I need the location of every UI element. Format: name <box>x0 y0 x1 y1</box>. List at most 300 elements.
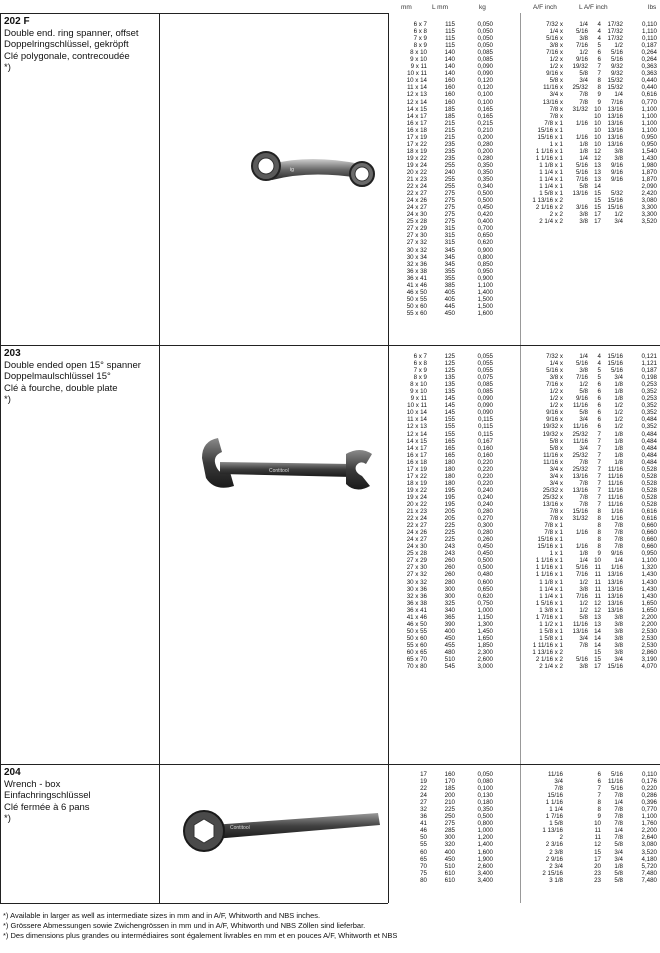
table-cell: 1,100 <box>641 105 657 113</box>
table-cell: 1/2 <box>579 606 588 614</box>
table-cell: 8 x 9 <box>413 42 427 50</box>
table-cell: 180 <box>444 465 455 473</box>
table-cell: 165 <box>444 451 455 459</box>
table-row <box>389 628 659 635</box>
table-cell: 260 <box>444 564 455 572</box>
table-cell: 7/8 <box>579 458 588 466</box>
table-cell: 8 <box>597 529 601 537</box>
table-cell: 0,500 <box>477 197 493 205</box>
table-cell: 15/16 x 1 <box>537 133 563 141</box>
table-cell: 1/16 <box>575 133 588 141</box>
desc-de: Doppelringschlüssel, gekröpft <box>4 39 129 50</box>
table-cell: 3/8 <box>579 585 588 593</box>
table-cell: 7 <box>597 785 601 793</box>
table-cell: 1/2 <box>579 578 588 586</box>
table-cell: 1,500 <box>477 302 493 310</box>
table-cell: 5/8 <box>614 876 623 884</box>
table-row <box>389 381 659 388</box>
table-cell: 1 x 1 <box>549 140 563 148</box>
table-cell: 41 <box>420 820 427 828</box>
table-cell: 6 <box>597 416 601 424</box>
table-cell: 170 <box>444 778 455 786</box>
table-cell: 0,240 <box>477 493 493 501</box>
table-cell: 0,200 <box>477 133 493 141</box>
table-cell: 1/4 x <box>549 28 563 36</box>
table-cell: 1/16 <box>575 529 588 537</box>
table-cell: 0,085 <box>477 49 493 57</box>
table-cell: 6 <box>597 402 601 410</box>
table-cell: 0,352 <box>641 409 657 417</box>
table-cell: 15 <box>594 848 601 856</box>
table-row <box>389 42 659 49</box>
table-cell: 0,363 <box>641 63 657 71</box>
table-cell: 17/32 <box>607 28 623 36</box>
table-row <box>389 579 659 586</box>
table-cell: 0,055 <box>477 367 493 375</box>
table-cell: 17 <box>594 211 601 219</box>
table-cell: 2 3/8 <box>549 848 563 856</box>
table-cell: 0,396 <box>641 799 657 807</box>
table-cell: 0,280 <box>477 154 493 162</box>
table-cell: 0,198 <box>641 374 657 382</box>
table-cell: 0,620 <box>477 592 493 600</box>
table-cell: 11 <box>594 827 601 835</box>
table-cell: 1 1/2 x 1 <box>539 620 563 628</box>
table-cell: 13 <box>594 613 601 621</box>
table-cell: 41 x 46 <box>406 281 427 289</box>
table-cell: 14 x 15 <box>406 105 427 113</box>
table-cell: 2 15/16 <box>542 869 563 877</box>
table-cell: 9/16 <box>610 176 623 184</box>
table-cell: 1,850 <box>477 641 493 649</box>
table-cell: 8 <box>597 522 601 530</box>
table-cell: 205 <box>444 508 455 516</box>
table-cell: 1/8 <box>614 388 623 396</box>
table-row <box>389 459 659 466</box>
table-cell: 14 <box>594 627 601 635</box>
table-cell: 46 x 50 <box>406 620 427 628</box>
table-cell: 7 <box>597 458 601 466</box>
table-cell: 0,187 <box>641 367 657 375</box>
brand-stamp: Contitool <box>269 468 289 474</box>
table-204 <box>389 771 659 884</box>
table-cell: 50 x 55 <box>406 627 427 635</box>
table-cell: 11 x 14 <box>407 416 427 424</box>
table-cell: 25/32 x <box>542 493 563 501</box>
table-cell: 15 <box>594 656 601 664</box>
table-cell: 0,770 <box>641 98 657 106</box>
table-cell: 0,660 <box>641 522 657 530</box>
table-cell: 1/8 <box>614 437 623 445</box>
table-cell: 0,500 <box>477 557 493 565</box>
table-cell: 27 x 32 <box>406 239 427 247</box>
table-cell: 510 <box>444 862 455 870</box>
table-cell: 3,080 <box>641 841 657 849</box>
table-cell: 450 <box>444 855 455 863</box>
table-cell: 180 <box>444 472 455 480</box>
table-cell: 185 <box>444 105 455 113</box>
table-row <box>389 778 659 785</box>
table-row <box>389 282 659 289</box>
table-cell: 0,050 <box>477 35 493 43</box>
table-row <box>389 663 659 670</box>
table-row <box>389 63 659 70</box>
table-cell: 125 <box>444 367 455 375</box>
table-cell: 25/32 <box>572 430 588 438</box>
table-cell: 3/8 <box>614 648 623 656</box>
table-row <box>389 218 659 225</box>
table-cell: 15 <box>594 648 601 656</box>
table-cell: 345 <box>444 260 455 268</box>
table-cell: 0,800 <box>477 820 493 828</box>
table-cell: 21 x 23 <box>406 508 427 516</box>
table-cell: 22 x 27 <box>406 190 427 198</box>
table-cell: 6 <box>597 395 601 403</box>
table-cell: 260 <box>444 571 455 579</box>
table-cell: 0,528 <box>641 472 657 480</box>
table-cell: 55 x 60 <box>406 641 427 649</box>
table-cell: 1/8 <box>614 458 623 466</box>
table-cell: 11 x 14 <box>407 84 427 92</box>
table-cell: 3/4 <box>579 444 588 452</box>
table-cell: 0,050 <box>477 21 493 28</box>
table-cell: 12 x 14 <box>406 98 427 106</box>
table-cell: 10 x 11 <box>407 70 427 78</box>
table-row <box>389 635 659 642</box>
table-cell: 1 1/4 x 1 <box>539 183 563 191</box>
table-cell: 13/16 <box>572 486 588 494</box>
table-cell: 0,220 <box>477 458 493 466</box>
table-cell: 8 <box>597 806 601 814</box>
table-cell: 5,720 <box>641 862 657 870</box>
table-cell: 9 <box>597 98 601 106</box>
table-cell: 1 1/16 x 1 <box>535 557 563 565</box>
table-cell: 0,220 <box>477 479 493 487</box>
table-row <box>389 501 659 508</box>
table-cell: 27 x 29 <box>406 557 427 565</box>
table-cell: 0,616 <box>641 508 657 516</box>
table-cell: 20 <box>594 862 601 870</box>
table-cell: 3/8 <box>614 641 623 649</box>
table-cell: 13/16 <box>607 599 623 607</box>
table-row <box>389 870 659 877</box>
table-cell: 30 x 34 <box>406 253 427 261</box>
table-cell: 16 x 18 <box>406 458 427 466</box>
table-cell: 16 x 17 <box>406 451 427 459</box>
table-cell: 5/16 <box>610 771 623 778</box>
table-cell: 280 <box>444 578 455 586</box>
table-cell: 8 <box>597 543 601 551</box>
table-cell: 545 <box>444 663 455 671</box>
table-cell: 1/8 <box>614 381 623 389</box>
table-cell: 0,085 <box>477 56 493 64</box>
table-cell: 7 <box>597 500 601 508</box>
table-cell: 19 x 22 <box>406 486 427 494</box>
table-202f <box>389 21 659 317</box>
table-cell: 15/16 <box>547 792 563 800</box>
table-cell: 5/16 <box>575 656 588 664</box>
table-cell: 3/4 x <box>549 465 563 473</box>
desc-fr: Clé polygonale, contrecoudée <box>4 50 130 62</box>
footnotes <box>3 911 397 941</box>
table-cell: 0,484 <box>641 458 657 466</box>
table-row <box>389 564 659 571</box>
table-cell: 15 <box>594 204 601 212</box>
desc-de: Doppelmaulschlüssel 15° <box>4 371 111 382</box>
table-cell: 255 <box>444 183 455 191</box>
table-cell: 0,450 <box>477 550 493 558</box>
table-row <box>389 84 659 91</box>
table-cell: 14 x 17 <box>406 112 427 120</box>
table-cell: 0,528 <box>641 479 657 487</box>
table-cell: 1/4 <box>614 91 623 99</box>
table-cell: 6 <box>597 49 601 57</box>
table-cell: 4,180 <box>641 855 657 863</box>
table-cell: 12 <box>594 841 601 849</box>
table-cell: 325 <box>444 599 455 607</box>
table-cell: 13/16 <box>607 606 623 614</box>
table-cell: 5/16 <box>575 564 588 572</box>
table-row <box>389 656 659 663</box>
table-cell: 1,100 <box>477 281 493 289</box>
table-cell: 7/8 <box>554 785 563 793</box>
table-cell: 7/32 x <box>546 21 563 28</box>
table-cell: 1,200 <box>477 834 493 842</box>
table-cell: 0,160 <box>477 444 493 452</box>
table-cell: 75 <box>420 869 427 877</box>
table-cell: 7/16 <box>575 176 588 184</box>
table-row <box>389 310 659 317</box>
table-cell: 7/8 x <box>549 112 563 120</box>
table-cell: 5/16 <box>575 360 588 368</box>
table-cell: 2 9/16 <box>545 855 563 863</box>
table-cell: 0,120 <box>477 77 493 85</box>
table-cell: 3,190 <box>641 656 657 664</box>
table-cell: 17/32 <box>607 21 623 28</box>
table-cell: 1,540 <box>641 147 657 155</box>
table-row <box>389 169 659 176</box>
table-cell: 160 <box>444 77 455 85</box>
table-cell: 3/4 <box>614 374 623 382</box>
table-cell: 17 x 19 <box>406 465 427 473</box>
table-cell: 1/4 <box>579 21 588 28</box>
table-cell: 0,286 <box>641 792 657 800</box>
table-cell: 7/16 <box>575 592 588 600</box>
table-cell: 115 <box>445 35 455 43</box>
table-cell: 185 <box>444 785 455 793</box>
table-cell: 155 <box>444 430 455 438</box>
table-cell: 0,090 <box>477 63 493 71</box>
table-row <box>389 856 659 863</box>
table-cell: 9/16 x <box>546 416 563 424</box>
table-cell: 9 x 10 <box>410 56 427 64</box>
table-cell: 19 x 24 <box>406 493 427 501</box>
header-length-af-inch: L A/F inch <box>579 4 608 11</box>
table-cell: 17 <box>594 855 601 863</box>
section-204-title <box>4 767 91 825</box>
table-cell: 19 x 22 <box>406 154 427 162</box>
table-cell: 1/2 <box>614 42 623 50</box>
table-cell: 225 <box>444 522 455 530</box>
table-cell: 27 x 30 <box>406 232 427 240</box>
table-cell: 7 x 9 <box>413 367 427 375</box>
table-cell: 5/8 <box>579 388 588 396</box>
table-cell: 1,980 <box>641 161 657 169</box>
table-cell: 0,528 <box>641 493 657 501</box>
table-cell: 7/16 <box>575 374 588 382</box>
footnote-de: *) Grössere Abmessungen sowie Zwichengrössen in mm und in A/F, Whitworth und NBS Zöllen sind lieferbar. <box>3 921 366 930</box>
table-cell: 80 <box>420 876 427 884</box>
table-cell: 7 <box>597 493 601 501</box>
table-cell: 15 <box>594 197 601 205</box>
table-cell: 3/8 <box>614 613 623 621</box>
table-cell: 0,176 <box>641 778 657 786</box>
table-cell: 0,050 <box>477 771 493 778</box>
table-row <box>389 771 659 778</box>
table-cell: 275 <box>444 211 455 219</box>
table-cell: 6 x 7 <box>413 353 427 360</box>
table-cell: 1/8 <box>614 395 623 403</box>
table-cell: 7 <box>597 70 601 78</box>
table-cell: 1/8 <box>614 430 623 438</box>
table-cell: 3/4 <box>579 416 588 424</box>
table-cell: 9 x 11 <box>410 63 427 71</box>
table-cell: 13/16 x <box>542 98 563 106</box>
table-cell: 0,350 <box>477 806 493 814</box>
table-cell: 13/16 <box>607 126 623 134</box>
table-row <box>389 473 659 480</box>
table-cell: 27 <box>420 799 427 807</box>
table-cell: 0,528 <box>641 465 657 473</box>
table-cell: 10 <box>594 105 601 113</box>
table-cell: 1,430 <box>641 571 657 579</box>
table-cell: 7/32 x <box>546 353 563 360</box>
table-cell: 195 <box>444 500 455 508</box>
table-cell: 345 <box>444 246 455 254</box>
table-cell: 0,350 <box>477 161 493 169</box>
table-cell: 27 x 29 <box>406 225 427 233</box>
table-cell: 480 <box>444 648 455 656</box>
table-cell: 7/8 <box>614 543 623 551</box>
table-cell: 7/16 <box>610 98 623 106</box>
table-cell: 1,600 <box>477 848 493 856</box>
table-cell: 215 <box>444 126 455 134</box>
table-cell: 65 <box>420 855 427 863</box>
table-cell: 240 <box>444 168 455 176</box>
table-cell: 1/2 <box>614 416 623 424</box>
table-cell: 1/16 <box>610 515 623 523</box>
table-cell: 7/16 <box>575 571 588 579</box>
table-cell: 1,400 <box>477 841 493 849</box>
table-row <box>389 148 659 155</box>
table-cell: 11 <box>594 578 601 586</box>
table-cell: 11/16 x <box>543 458 563 466</box>
box-wrench-image <box>160 765 388 903</box>
table-row <box>389 827 659 834</box>
table-cell: 1 1/4 x 1 <box>539 592 563 600</box>
table-cell: 2 <box>559 834 563 842</box>
table-cell: 275 <box>444 204 455 212</box>
table-cell: 4 <box>597 21 601 28</box>
table-row <box>389 225 659 232</box>
header-length-mm: L mm <box>432 4 449 11</box>
product-code: 203 <box>4 348 21 359</box>
table-cell: 0,900 <box>477 274 493 282</box>
table-cell: 3/4 <box>614 848 623 856</box>
table-cell: 2,860 <box>641 648 657 656</box>
table-row <box>389 232 659 239</box>
ring-hole-small <box>355 167 369 181</box>
table-cell: 3/8 <box>614 147 623 155</box>
table-row <box>389 388 659 395</box>
table-cell: 7/8 x <box>549 508 563 516</box>
table-cell: 0,600 <box>477 578 493 586</box>
table-cell: 0,121 <box>641 353 657 360</box>
table-cell: 300 <box>444 585 455 593</box>
table-cell: 0,264 <box>641 49 657 57</box>
table-cell: 0,050 <box>477 28 493 36</box>
table-cell: 9/16 x <box>546 409 563 417</box>
table-cell: 7 <box>597 63 601 71</box>
table-cell: 1 1/16 <box>545 799 563 807</box>
table-cell: 5/8 <box>579 183 588 191</box>
table-cell: 6 <box>597 388 601 396</box>
table-cell: 0,280 <box>477 508 493 516</box>
table-cell: 115 <box>445 42 455 50</box>
table-cell: 23 <box>594 876 601 884</box>
table-row <box>389 621 659 628</box>
table-cell: 0,950 <box>641 133 657 141</box>
table-cell: 0,115 <box>477 416 493 424</box>
header-af-inch: A/F inch <box>533 4 557 11</box>
table-cell: 315 <box>444 225 455 233</box>
table-cell: 5 <box>597 367 601 375</box>
table-cell: 7 <box>597 486 601 494</box>
table-cell: 6 <box>597 409 601 417</box>
table-cell: 14 x 17 <box>406 444 427 452</box>
table-cell: 1,100 <box>641 126 657 134</box>
table-cell: 1,150 <box>477 613 493 621</box>
table-cell: 0,300 <box>477 522 493 530</box>
table-cell: 300 <box>444 834 455 842</box>
table-cell: 2,090 <box>641 183 657 191</box>
table-cell: 185 <box>444 112 455 120</box>
open-jaw-right <box>346 450 372 490</box>
table-cell: 7/8 <box>614 834 623 842</box>
table-cell: 1,430 <box>641 578 657 586</box>
table-cell: 15/16 <box>607 360 623 368</box>
table-cell: 1/16 <box>575 543 588 551</box>
table-cell: 3 1/8 <box>549 876 563 884</box>
table-row <box>389 162 659 169</box>
table-cell: 0,165 <box>477 105 493 113</box>
table-cell: 3/8 <box>614 620 623 628</box>
table-row <box>389 536 659 543</box>
table-cell: 445 <box>444 302 455 310</box>
table-cell: 1 13/16 x 2 <box>532 197 563 205</box>
table-row <box>389 607 659 614</box>
table-row <box>389 254 659 261</box>
table-cell: 9/16 <box>610 168 623 176</box>
table-cell: 0,650 <box>477 585 493 593</box>
table-cell: 3/4 <box>554 778 563 786</box>
table-cell: 11/16 <box>572 437 588 445</box>
table-cell: 0,484 <box>641 451 657 459</box>
table-cell: 7 <box>597 444 601 452</box>
table-cell: 25 x 28 <box>406 218 427 226</box>
table-cell: 1 5/8 x 1 <box>539 627 563 635</box>
table-cell: 8 x 10 <box>410 49 427 57</box>
